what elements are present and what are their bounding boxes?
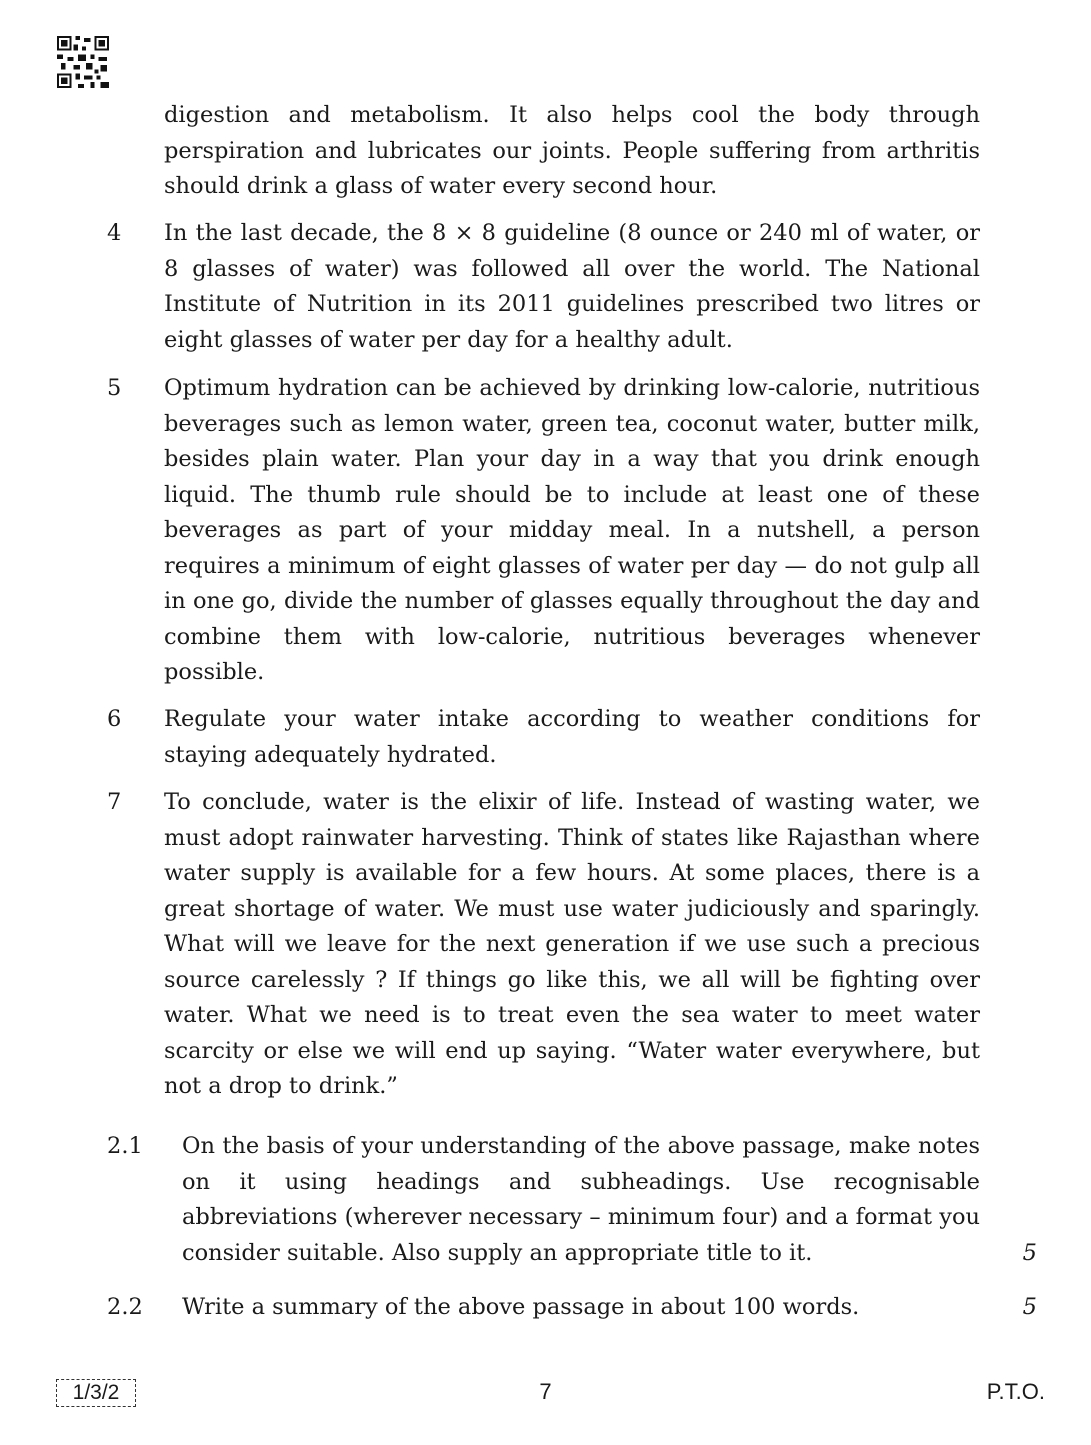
paragraph-text: Optimum hydration can be achieved by drinking low-calorie, nutritious beverages such as lemon water, green tea, coconut water, butter milk, besides plain water. Plan your day in a way that you drink enough liquid. The thumb rule should be to include at least one of these beverages as part of your midday meal. In a nutshell, a person requires a minimum of eight glasses of water per day — do not gulp all in one go, divide the number of glasses equally throughout the day and combine them with low-calorie, nutritious beverages whenever possible. [164,375,980,685]
qr-code-icon [57,36,109,88]
question-text: On the basis of your understanding of the above passage, make notes on it using headings and subheadings. Use recognisable abbreviations (wherever necessary – minimum four) and a format you consider suitable. Also supply an appropriate title to it. [182,1133,980,1266]
paragraph-number: 6 [107,706,122,732]
paragraph-5 [107,371,980,691]
paragraph-7 [107,785,980,1105]
paragraph-number: 4 [107,220,122,246]
please-turn-over: P.T.O. [986,1379,1045,1404]
question-2-2 [107,1290,1037,1326]
paper-code: 1/3/2 [56,1379,136,1407]
question-number: 2.1 [107,1133,143,1159]
passage-continuation [107,98,980,205]
paragraph-number: 7 [107,789,122,815]
question-number: 2.2 [107,1294,143,1320]
paragraph-text: In the last decade, the 8 × 8 guideline (8 ounce or 240 ml of water, or 8 glasses of water) was followed all over the world. The National Institute of Nutrition in its 2011 guidelines prescribed two litres or eight glasses of water per day for a healthy adult. [164,220,980,353]
paragraph-text: digestion and metabolism. It also helps cool the body through perspiration and lubricates our joints. People suffering from arthritis should drink a glass of water every second hour. [164,102,980,199]
question-text: Write a summary of the above passage in about 100 words. [182,1294,860,1320]
question-2-1 [107,1129,1037,1271]
question-marks: 5 [1022,1239,1037,1266]
paragraph-4 [107,216,980,358]
paragraph-text: To conclude, water is the elixir of life. Instead of wasting water, we must adopt rainwater harvesting. Think of states like Rajasthan where water supply is available for a few hours. At some places, there is a great shortage of water. We must use water judiciously and sparingly. What will we leave for the next generation if we use such a precious source carelessly ? If things go like this, we all will be fighting over water. What we need is to treat even the sea water to meet water scarcity or else we will end up saying. “Water water everywhere, but not a drop to drink.” [164,789,980,1099]
paragraph-6 [107,702,980,773]
paragraph-number: 5 [107,375,122,401]
paragraph-text: Regulate your water intake according to weather conditions for staying adequately hydrated. [164,706,980,768]
page-number: 7 [539,1379,552,1404]
question-marks: 5 [1022,1294,1037,1320]
